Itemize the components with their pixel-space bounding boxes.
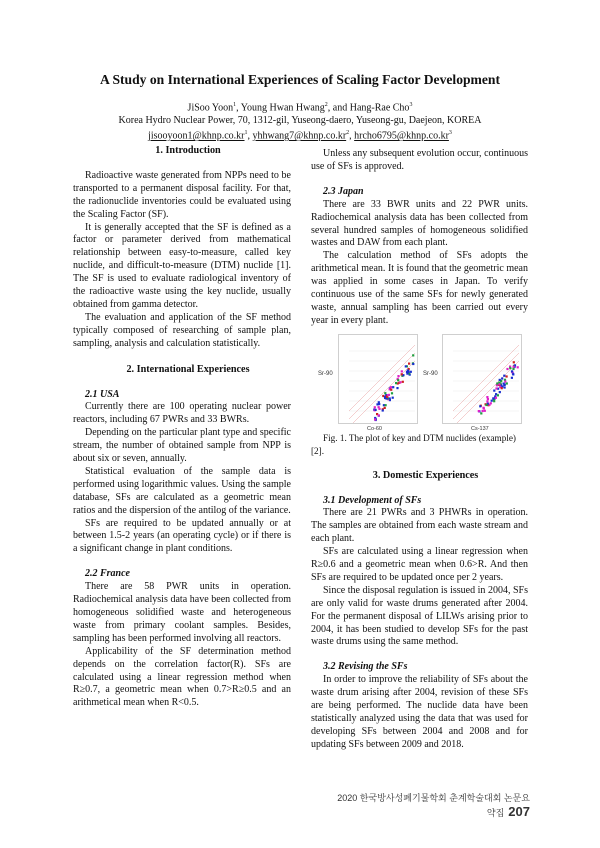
subsection-heading-japan: 2.3 Japan xyxy=(323,185,364,197)
section-heading-international: 2. International Experiences xyxy=(126,363,250,375)
figure-1 xyxy=(311,334,528,432)
scatter-point xyxy=(504,386,506,388)
scatter-point xyxy=(486,396,488,398)
left-column xyxy=(73,145,291,710)
scatter-point xyxy=(375,409,377,411)
paragraph: Applicability of the SF determination method depends on the correlation factor(R). SFs are calculated using a linear regression method when R≥0.7, a geometric mean when 0.7>R≥0.5 and an arithmetical mean when R<0.5. xyxy=(73,645,291,709)
scatter-point xyxy=(491,399,493,401)
scatter-point xyxy=(389,397,391,399)
scatter-point xyxy=(412,354,414,356)
paragraph: Unless any subsequent evolution occur, continuous use of SFs is approved. xyxy=(311,148,528,172)
author-sep: , xyxy=(236,102,241,114)
page-footer xyxy=(330,791,530,819)
scatter-point xyxy=(384,407,386,409)
scatter-point xyxy=(397,375,399,377)
scatter-point xyxy=(392,386,394,388)
scatter-point xyxy=(495,396,497,398)
scatter-point xyxy=(497,394,499,396)
scatter-point xyxy=(385,404,387,406)
scatter-point xyxy=(390,388,392,390)
scatter-point xyxy=(378,414,380,416)
right-scatter-svg xyxy=(443,335,521,423)
author-block xyxy=(40,99,560,143)
subsection-heading-revising: 3.2 Revising the SFs xyxy=(323,661,408,673)
paragraph: SFs are calculated using a linear regression when R≥0.6 and a geometric mean when 0.6>R. And then SFs are required to be updated once per 2 years. xyxy=(311,546,528,583)
scatter-point xyxy=(506,375,508,377)
scatter-point xyxy=(406,372,408,374)
paragraph: The evaluation and application of the SF method typically composed of researching of sample plan, sampling, analysis and calculation statistically. xyxy=(73,311,291,349)
scatter-point xyxy=(482,406,484,408)
left-scatter-plot xyxy=(338,334,418,424)
scatter-point xyxy=(374,418,376,420)
left-plot-y-label: Sr-90 xyxy=(318,370,333,377)
footer-text: 2020 한국방사성폐기물학회 춘계학술대회 논문요약집 xyxy=(337,793,530,818)
left-scatter-svg xyxy=(339,335,417,423)
email-2-sup: 2 xyxy=(346,130,350,137)
scatter-point xyxy=(503,374,505,376)
email-link-1[interactable]: jisooyoon1@khnp.co.kr xyxy=(148,130,245,142)
scatter-point xyxy=(482,410,484,412)
scatter-point xyxy=(492,397,494,399)
scatter-point xyxy=(392,396,394,398)
scatter-point xyxy=(486,400,488,402)
scatter-point xyxy=(495,387,497,389)
author-3-sup: 3 xyxy=(409,102,413,108)
scatter-point xyxy=(395,382,397,384)
scatter-point xyxy=(506,382,508,384)
scatter-point xyxy=(387,394,389,396)
scatter-point xyxy=(490,402,492,404)
scatter-point xyxy=(384,392,386,394)
scatter-point xyxy=(496,382,498,384)
affiliation: Korea Hydro Nuclear Power, 70, 1312-gil, Yuseong-daero, Yuseong-gu, Daejeon, KOREA xyxy=(118,115,482,127)
scatter-point xyxy=(378,403,380,405)
scatter-point xyxy=(498,383,500,385)
left-plot-x-label: Co-60 xyxy=(367,425,382,432)
author-3: Hang-Rae Cho xyxy=(349,102,410,114)
paragraph: There are 58 PWR units in operation. Radiochemical analysis data have been collected from homogeneous solidified waste and heterogeneous waste from primary coolant samples. Besides, sampling has been performed involving all reactors. xyxy=(73,581,291,644)
paragraph: There are 21 PWRs and 3 PHWRs in operation. The samples are obtained from each waste stream and each plant. xyxy=(311,507,528,545)
paragraph: It is generally accepted that the SF is defined as a factor or parameter derived from mathematical relationship between easy-to-measure, called key nuclide, and difficult-to-measure (DTM) nuclide [1]. The SF is used to evaluate radiological inventory of the radioactive waste using the key nuclide, usually obtained from gamma detector. xyxy=(73,221,291,310)
email-1-sup: 1 xyxy=(244,130,248,137)
scatter-point xyxy=(405,365,407,367)
subsection-heading-france: 2.2 France xyxy=(85,568,130,580)
emails: $jisooyoon1@khnp.co.kr^1$, $yhhwang7@khnp.co.kr^2$, $hrcho6795@khnp.co.kr^3$ xyxy=(148,130,452,142)
reference-line xyxy=(453,361,519,423)
scatter-point xyxy=(378,406,380,408)
figure-caption: Fig. 1. The plot of key and DTM nuclides (example) [2]. xyxy=(311,432,516,456)
scatter-point xyxy=(509,367,511,369)
scatter-point xyxy=(390,386,392,388)
scatter-point xyxy=(513,365,515,367)
paragraph: In order to improve the reliability of SFs about the waste drum arising after 2004, revision of these SFs are being performed. The nuclide data have been statistically analyzed using the data that was used for developing SFs between 2004 and 2008 and for updating SFs between 2009 and 2018. xyxy=(311,674,528,750)
right-plot-y-label: Sr-90 xyxy=(423,370,438,377)
page-number: 207 xyxy=(508,804,530,819)
paragraph: SFs are required to be updated annually or at between 1.5-2 years (an operating cycle) or if there is a significant change in plant conditions. xyxy=(73,517,291,555)
scatter-point xyxy=(397,379,399,381)
scatter-point xyxy=(504,380,506,382)
section-heading-domestic: 3. Domestic Experiences xyxy=(372,469,479,481)
scatter-point xyxy=(511,376,513,378)
scatter-point xyxy=(478,410,480,412)
author-names xyxy=(40,99,560,114)
scatter-point xyxy=(374,406,376,408)
paragraph: The calculation method of SFs adopts the arithmetical mean. It is found that the geometric mean was applied in some cases in Japan. To verify continuous use of the same SFs for newly generated waste, annual sampling has been carried out every year in every plant. xyxy=(311,250,528,326)
author-2: Young Hwan Hwang xyxy=(240,102,325,114)
scatter-point xyxy=(493,389,495,391)
scatter-point xyxy=(501,387,503,389)
author-1: JiSoo Yoon xyxy=(187,102,234,114)
subsection-heading-development: 3.1 Development of SFs xyxy=(323,494,422,506)
scatter-point xyxy=(412,363,414,365)
scatter-point xyxy=(484,409,486,411)
scatter-point xyxy=(407,369,409,371)
scatter-point xyxy=(401,370,403,372)
scatter-point xyxy=(485,404,487,406)
scatter-point xyxy=(512,368,514,370)
email-link-3[interactable]: hrcho6795@khnp.co.kr xyxy=(354,130,449,142)
scatter-point xyxy=(479,405,481,407)
right-plot-x-label: Cs-137 xyxy=(471,425,489,432)
scatter-point xyxy=(503,384,505,386)
paragraph: Statistical evaluation of the sample data is performed using logarithmic values. Using the sample database, SFs are calculated as a geometric mean ratios and the dispersion of the antilog of the variance. xyxy=(73,465,291,516)
email-3-sup: 3 xyxy=(448,130,452,137)
scatter-point xyxy=(399,381,401,383)
right-scatter-plot xyxy=(442,334,522,424)
paragraph: Since the disposal regulation is issued in 2004, SFs are only valid for waste drums generated after 2004. For the permanent disposal of LILWs arising prior to 2004, it has been studied to develop SFs for the past waste drums using the same method. xyxy=(311,584,528,648)
author-1-sup: 1 xyxy=(233,102,237,108)
scatter-point xyxy=(487,398,489,400)
section-heading-introduction: 1. Introduction xyxy=(155,145,221,156)
scatter-point xyxy=(382,409,384,411)
scatter-point xyxy=(396,387,398,389)
paper-title: A Study on International Experiences of Scaling Factor Development xyxy=(100,72,500,87)
email-link-2[interactable]: yhhwang7@khnp.co.kr xyxy=(252,130,347,142)
scatter-point xyxy=(511,370,513,372)
right-column xyxy=(311,148,528,752)
paragraph: There are 33 BWR units and 22 PWR units. Radiochemical analysis data has been collected from several hundred samples of homogeneous solidified wastes and DAW from each plant. xyxy=(311,198,528,249)
scatter-point xyxy=(499,379,501,381)
scatter-point xyxy=(501,377,503,379)
paragraph: Currently there are 100 operating nuclear power reactors, including 67 PWRs and 33 BWRs. xyxy=(73,401,291,426)
reference-line xyxy=(453,353,519,419)
paragraph: Depending on the particular plant type and specific stream, the number of obtained sample from NPP is about six or seven, annually. xyxy=(73,427,291,465)
scatter-point xyxy=(517,366,519,368)
scatter-point xyxy=(499,391,501,393)
scatter-point xyxy=(391,392,393,394)
scatter-point xyxy=(402,380,404,382)
author-2-sup: 2 xyxy=(324,102,328,108)
paragraph: Radioactive waste generated from NPPs need to be transported to a permanent disposal facility. For that, the radionuclide inventories could be evaluated using the Scaling Factor (SF). xyxy=(73,169,291,220)
scatter-point xyxy=(513,361,515,363)
scatter-point xyxy=(410,370,412,372)
scatter-point xyxy=(401,373,403,375)
scatter-point xyxy=(408,362,410,364)
scatter-point xyxy=(506,368,508,370)
author-sep: , and xyxy=(327,102,350,114)
subsection-heading-usa: 2.1 USA xyxy=(85,388,120,400)
scatter-point xyxy=(480,412,482,414)
reference-line xyxy=(349,361,415,423)
